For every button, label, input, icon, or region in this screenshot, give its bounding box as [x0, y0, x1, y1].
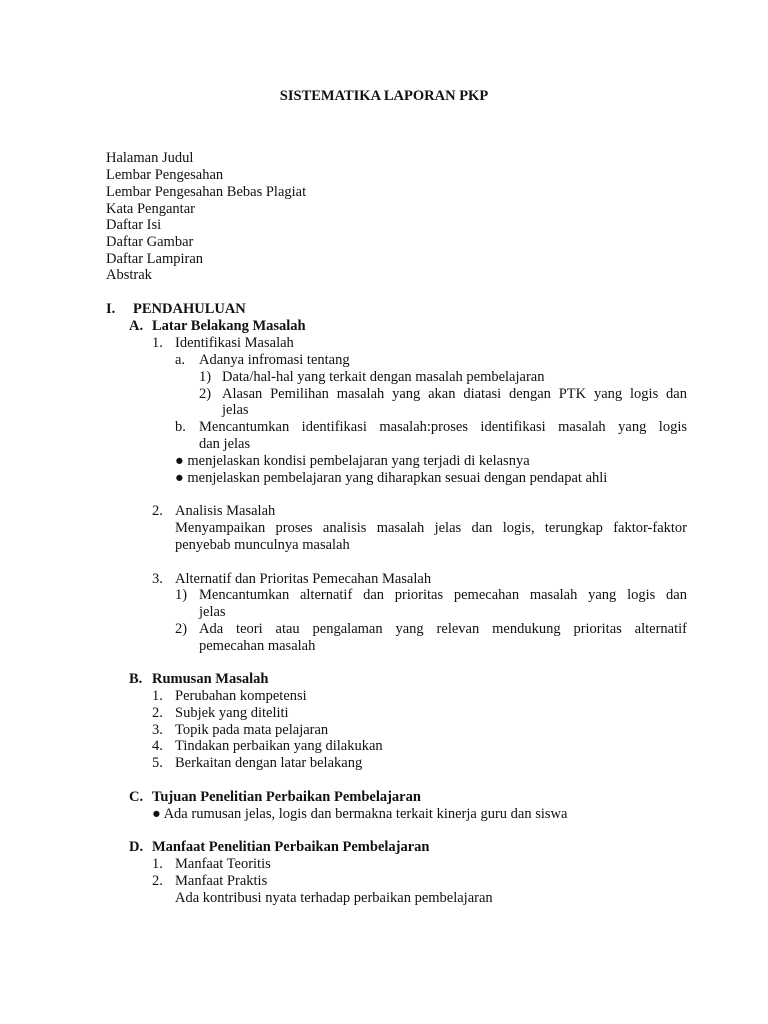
list-item-text: Tindakan perbaikan yang dilakukan — [175, 738, 383, 754]
front-matter-item: Daftar Gambar — [106, 234, 194, 250]
item-title: Alternatif dan Prioritas Pemecahan Masalah — [175, 571, 432, 587]
front-matter-item: Lembar Pengesahan Bebas Plagiat — [106, 184, 307, 200]
subitem-number: 2) — [175, 621, 188, 637]
item-title: Analisis Masalah — [175, 503, 276, 519]
list-item-number: 4. — [152, 738, 163, 754]
subsubitem-text: Data/hal-hal yang terkait dengan masalah pembelajaran — [222, 369, 545, 385]
section-c-title: Tujuan Penelitian Perbaikan Pembelajaran — [152, 789, 421, 805]
front-matter-item: Daftar Isi — [106, 217, 162, 233]
subitem-letter: b. — [175, 419, 186, 435]
subsubitem-text-line: jelas — [222, 402, 249, 418]
bullet-item: ● menjelaskan kondisi pembelajaran yang terjadi di kelasnya — [175, 453, 530, 469]
list-item-number: 2. — [152, 873, 163, 889]
list-item-text: Subjek yang diteliti — [175, 705, 289, 721]
list-item-text: Perubahan kompetensi — [175, 688, 307, 704]
section-d-number: D. — [129, 839, 144, 855]
subitem-text-line: Mencantumkan identifikasi masalah:proses identifikasi masalah yang logis — [199, 419, 687, 435]
list-item-number: 5. — [152, 755, 163, 771]
subitem-number: 1) — [175, 587, 188, 603]
paragraph-line: penyebab munculnya masalah — [175, 537, 350, 553]
document-title: SISTEMATIKA LAPORAN PKP — [279, 88, 489, 104]
subsubitem-text-line: Alasan Pemilihan masalah yang akan diatasi dengan PTK yang logis dan — [222, 386, 687, 402]
front-matter-item: Lembar Pengesahan — [106, 167, 224, 183]
chapter-title: PENDAHULUAN — [133, 301, 246, 317]
subitem-text-line: Ada teori atau pengalaman yang relevan mendukung prioritas alternatif — [199, 621, 687, 637]
item-title: Identifikasi Masalah — [175, 335, 294, 351]
subitem-text-line: pemecahan masalah — [199, 638, 316, 654]
list-item-number: 2. — [152, 705, 163, 721]
list-item-text: Topik pada mata pelajaran — [175, 722, 329, 738]
section-b-number: B. — [129, 671, 143, 687]
list-item-text: Berkaitan dengan latar belakang — [175, 755, 363, 771]
front-matter-item: Daftar Lampiran — [106, 251, 204, 267]
subitem-text-line: jelas — [199, 604, 226, 620]
list-item-number: 3. — [152, 722, 163, 738]
item-number: 2. — [152, 503, 163, 519]
list-item-number: 1. — [152, 688, 163, 704]
item-number: 1. — [152, 335, 163, 351]
front-matter-item: Halaman Judul — [106, 150, 194, 166]
subitem-text-line: Mencantumkan alternatif dan prioritas pemecahan masalah yang logis dan — [199, 587, 687, 603]
section-b-title: Rumusan Masalah — [152, 671, 269, 687]
subitem-text: Adanya infromasi tentang — [199, 352, 350, 368]
front-matter-item: Kata Pengantar — [106, 201, 195, 217]
subsubitem-number: 1) — [199, 369, 212, 385]
paragraph-line: Menyampaikan proses analisis masalah jelas dan logis, terungkap faktor-faktor — [175, 520, 687, 536]
subitem-letter: a. — [175, 352, 186, 368]
item-number: 3. — [152, 571, 163, 587]
list-item-number: 1. — [152, 856, 163, 872]
section-c-number: C. — [129, 789, 144, 805]
subsubitem-number: 2) — [199, 386, 212, 402]
section-a-title: Latar Belakang Masalah — [152, 318, 306, 334]
bullet-item: ● Ada rumusan jelas, logis dan bermakna terkait kinerja guru dan siswa — [152, 806, 568, 822]
paragraph-line: Ada kontribusi nyata terhadap perbaikan pembelajaran — [175, 890, 493, 906]
section-a-number: A. — [129, 318, 144, 334]
front-matter-item: Abstrak — [106, 267, 152, 283]
chapter-number: I. — [106, 301, 116, 317]
section-d-title: Manfaat Penelitian Perbaikan Pembelajaran — [152, 839, 430, 855]
list-item-text: Manfaat Teoritis — [175, 856, 271, 872]
subitem-text-line: dan jelas — [199, 436, 251, 452]
bullet-item: ● menjelaskan pembelajaran yang diharapkan sesuai dengan pendapat ahli — [175, 470, 608, 486]
list-item-text: Manfaat Praktis — [175, 873, 268, 889]
